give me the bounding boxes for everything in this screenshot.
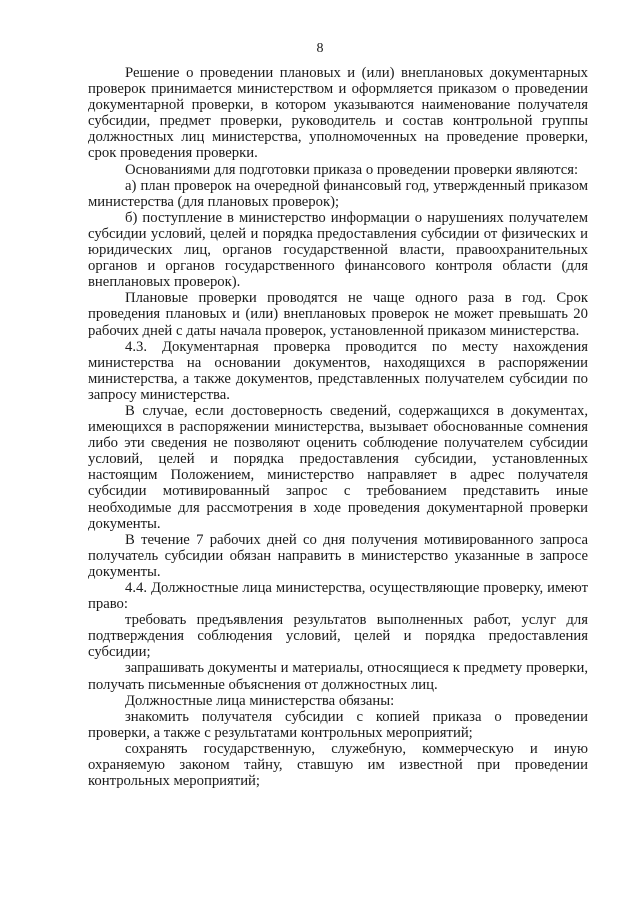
paragraph: Основаниями для подготовки приказа о проведении проверки являются: xyxy=(125,161,579,178)
paragraph: В течение 7 рабочих дней со дня получения мотивированного запроса получатель субсидии обязан направить в министерство указанные в запросе документы. xyxy=(88,531,588,580)
paragraph: б) поступление в министерство информации о нарушениях получателем субсидии условий, целей и порядка предоставления субсидии от физических и юридических лиц, органов государственной власти, правоохранительных органов и органов государственного финансового контроля области (для внеплановых проверок). xyxy=(88,209,588,291)
paragraph: 4.4. Должностные лица министерства, осуществляющие проверку, имеют право: xyxy=(88,580,588,613)
paragraph: запрашивать документы и материалы, относящиеся к предмету проверки, получать письменные объяснения от должностных лиц. xyxy=(88,660,588,693)
paragraph: знакомить получателя субсидии с копией приказа о проведении проверки, а также с результатами контрольных мероприятий; xyxy=(88,708,588,741)
paragraph: а) план проверок на очередной финансовый год, утвержденный приказом министерства (для плановых проверок); xyxy=(88,177,588,210)
document-body xyxy=(88,65,588,789)
page-number: 8 xyxy=(316,41,324,56)
paragraph: 4.3. Документарная проверка проводится по месту нахождения министерства на основании документов, находящихся в распоряжении министерства, а также документов, представленных получателем субсидии по запросу министерства. xyxy=(88,338,588,403)
paragraph: Должностные лица министерства обязаны: xyxy=(125,692,395,709)
paragraph: требовать предъявления результатов выполненных работ, услуг для подтверждения соблюдения условий, целей и порядка предоставления субсидии; xyxy=(88,612,588,661)
paragraph: сохранять государственную, служебную, коммерческую и иную охраняемую законом тайну, ставшую им известной при проведении контрольных мероприятий; xyxy=(88,740,588,790)
paragraph: Плановые проверки проводятся не чаще одного раза в год. Срок проведения плановых и (или) внеплановых проверок не может превышать 20 рабочих дней с даты начала проверок, установленной приказом министерства. xyxy=(88,290,588,339)
paragraph: Решение о проведении плановых и (или) внеплановых документарных проверок принимается министерством и оформляется приказом о проведении документарной проверки, в котором указываются наименование получателя субсидии, предмет проверки, руководитель и состав контрольной группы должностных лиц министерства, уполномоченных на проведение проверки, срок проведения проверки. xyxy=(88,65,588,162)
paragraph: В случае, если достоверность сведений, содержащихся в документах, имеющихся в распоряжении министерства, вызывает обоснованные сомнения либо эти сведения не позволяют оценить соблюдение получателем субсидии условий, целей и порядка предоставления субсидии, установленных настоящим Положением, министерство направляет в адрес получателя субсидии мотивированный запрос с требованием представить иные необходимые для рассмотрения в ходе проведения документарной проверки документы. xyxy=(88,402,588,532)
